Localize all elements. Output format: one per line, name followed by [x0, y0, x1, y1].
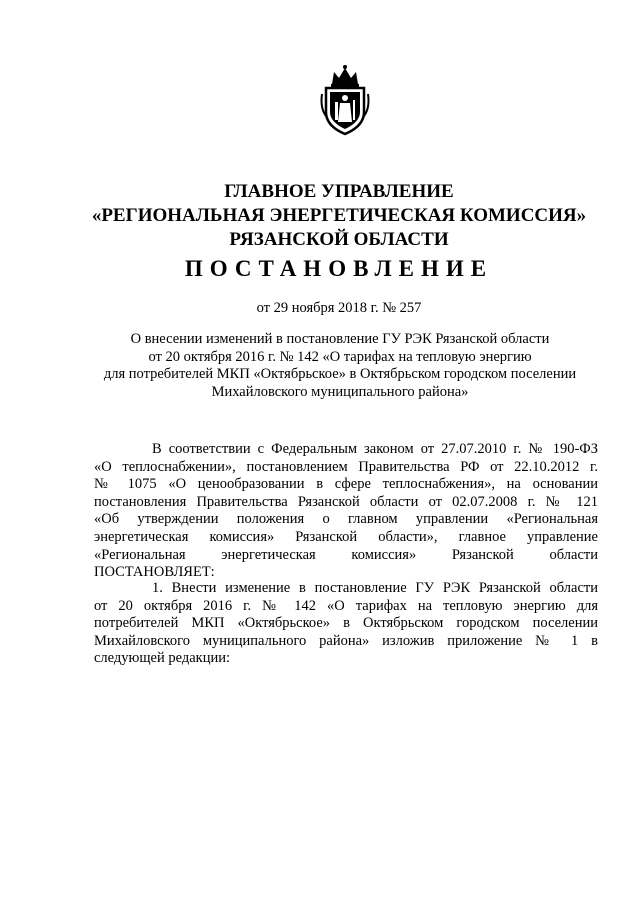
document-date-number: от 29 ноября 2018 г. № 257 — [256, 300, 422, 316]
item-line: следующей редакции: — [94, 650, 231, 667]
subject-line: Михайловского муниципального района» — [211, 383, 469, 400]
org-line-1: ГЛАВНОЕ УПРАВЛЕНИЕ — [224, 181, 454, 202]
document-subject — [90, 331, 590, 401]
item-1-paragraph — [94, 580, 598, 668]
item-line: потребителей МКП «Октябрьское» в Октябрьском городском поселении — [94, 615, 598, 632]
item-line: Михайловского муниципального района» изложив приложение № 1 в — [94, 632, 598, 649]
coat-of-arms-icon — [318, 64, 372, 136]
subject-line: О внесении изменений в постановление ГУ РЭК Рязанской области — [130, 331, 550, 347]
preamble-line: № 1075 «О ценообразовании в сфере теплоснабжения», на основании — [94, 476, 598, 493]
preamble-line: энергетическая комиссия» Рязанской области», главное управление — [94, 528, 598, 545]
preamble-line: «Региональная энергетическая комиссия» Рязанской области — [94, 546, 598, 563]
subject-line: для потребителей МКП «Октябрьское» в Октябрьском городском поселении — [103, 366, 577, 382]
document-type-title: ПОСТАНОВЛЕНИЕ — [184, 256, 494, 281]
item-line: 1. Внести изменение в постановление ГУ РЭК Рязанской области — [152, 580, 598, 596]
preamble-line: ПОСТАНОВЛЯЕТ: — [94, 564, 215, 581]
preamble-line: «Об утверждении положения о главном управлении «Региональная — [94, 511, 598, 528]
subject-line: от 20 октября 2016 г. № 142 «О тарифах на тепловую энергию — [148, 348, 532, 365]
preamble-line: В соответствии с Федеральным законом от 27.07.2010 г. № 190-ФЗ — [152, 441, 598, 457]
item-line: от 20 октября 2016 г. № 142 «О тарифах на тепловую энергию для — [94, 597, 598, 614]
org-line-2: «РЕГИОНАЛЬНАЯ ЭНЕРГЕТИЧЕСКАЯ КОМИССИЯ» — [91, 205, 587, 226]
preamble-paragraph — [94, 441, 598, 582]
preamble-line: постановления Правительства Рязанской области от 02.07.2008 г. № 121 — [94, 493, 598, 510]
org-line-3: РЯЗАНСКОЙ ОБЛАСТИ — [229, 229, 449, 250]
organization-name — [80, 180, 598, 252]
preamble-line: «О теплоснабжении», постановлением Правительства РФ от 22.10.2012 г. — [94, 458, 598, 475]
